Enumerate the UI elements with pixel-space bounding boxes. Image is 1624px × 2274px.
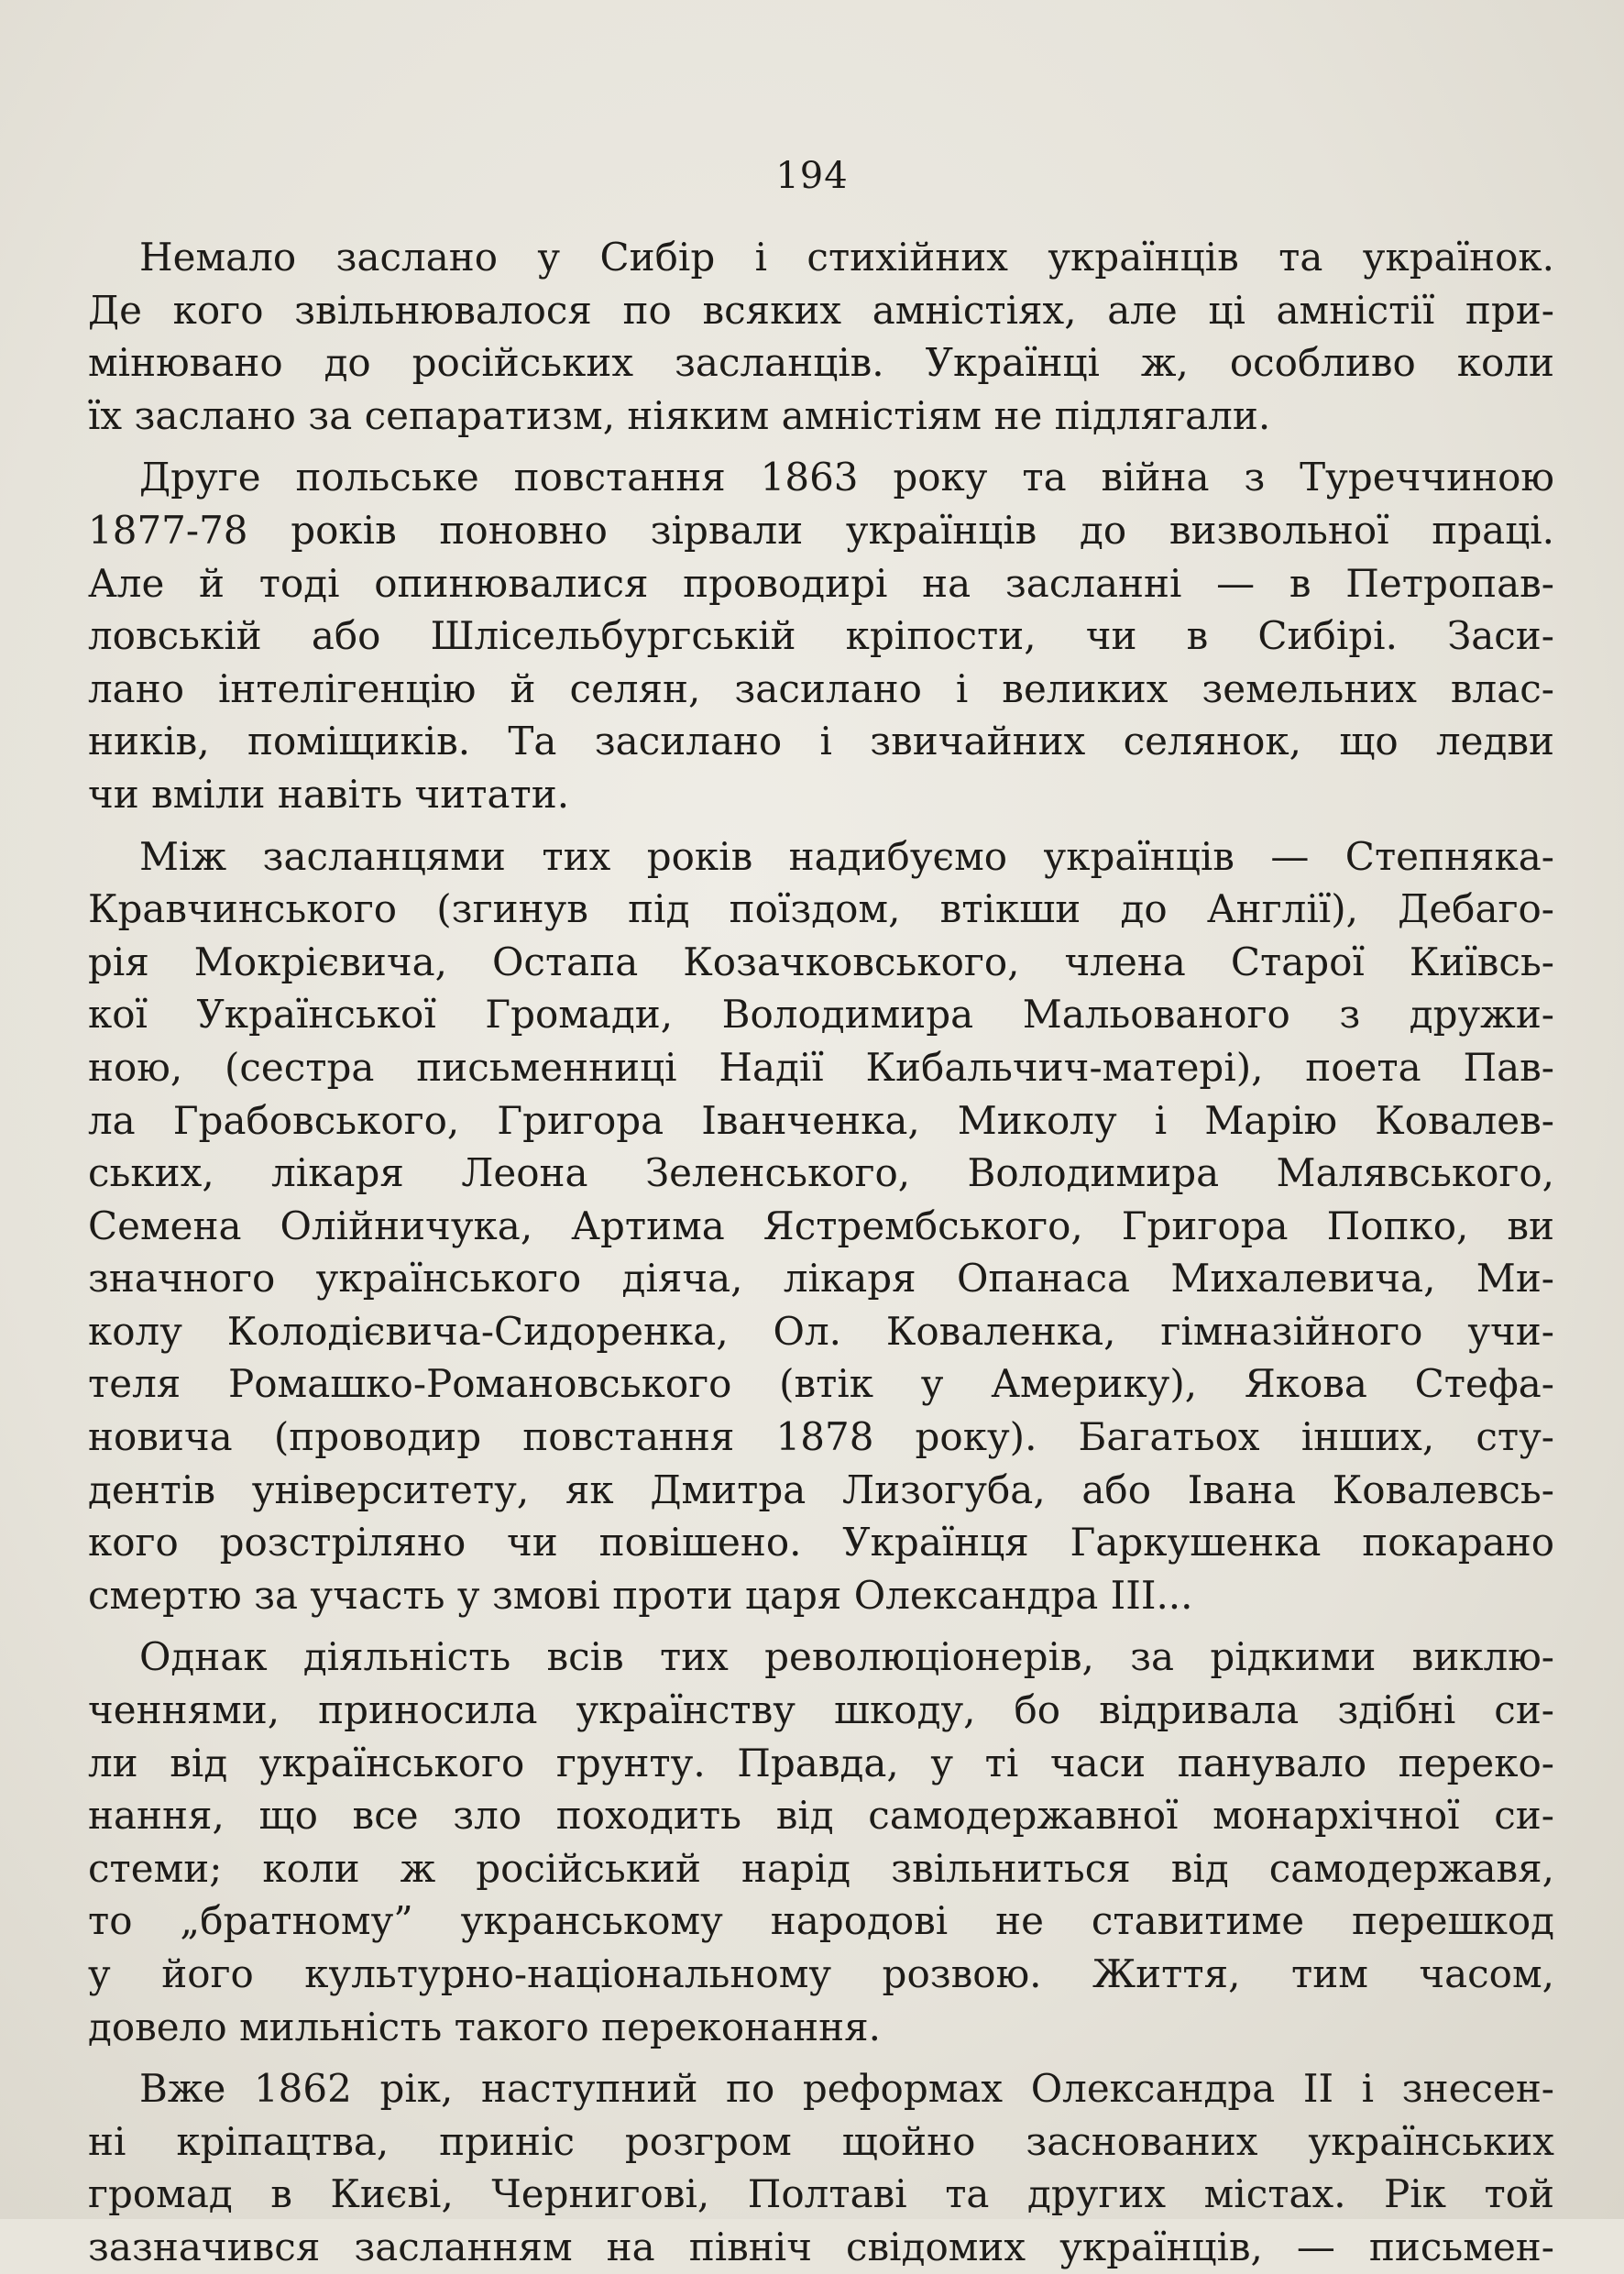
text-line: Однак діяльність всів тих революціонерів, за рідкими виклю- <box>139 1634 1554 1680</box>
text-line: кого розстріляно чи повішено. Українця Гаркушенка покарано <box>88 1520 1554 1565</box>
paragraph-5 <box>88 2062 1554 2273</box>
text-line: Між засланцями тих років надибуємо українців — Степняка- <box>139 833 1554 879</box>
text-line: дентів університету, як Дмитра Лизогуба, або Івана Ковалевсь- <box>88 1467 1554 1512</box>
text-line: новича (проводир повстання 1878 року). Багатьох інших, сту- <box>88 1414 1554 1460</box>
text-line: у його культурно-національному розвою. Життя, тим часом, <box>88 1951 1554 1996</box>
text-line: зазначився засланням на північ свідомих українців, — письмен- <box>88 2224 1554 2269</box>
text-line: Семена Олійничука, Артима Ястрембського, Григора Попко, ви <box>88 1203 1554 1248</box>
text-line: ли від українського грунту. Правда, у ті часи панувало переко- <box>88 1740 1554 1785</box>
text-line: рія Мокрієвича, Остапа Козачковського, члена Старої Київсь- <box>88 939 1554 984</box>
text-line: ною, (сестра письменниці Надії Кибальчич-матері), поета Пав- <box>88 1044 1554 1090</box>
text-line: теля Ромашко-Романовського (втік у Америку), Якова Стефа- <box>88 1361 1554 1407</box>
text-line: ла Грабовського, Григора Іванченка, Миколу і Марію Ковалев- <box>88 1097 1554 1143</box>
paragraph-3 <box>88 830 1554 1622</box>
paragraph-2 <box>88 451 1554 820</box>
text-line: 1877-78 років поновно зірвали українців до визвольної праці. <box>88 507 1554 553</box>
text-line: Кравчинського (згинув під поїздом, втікши до Англії), Дебаго- <box>88 886 1554 932</box>
text-line: їх заслано за сепаратизм, ніяким амністіям не підлягали. <box>88 392 1271 438</box>
text-line: колу Колодієвича-Сидоренка, Ол. Коваленка, гімназійного учи- <box>88 1308 1554 1354</box>
text-line: нання, що все зло походить від самодержавної монархічної си- <box>88 1793 1554 1839</box>
text-line: чи вміли навіть читати. <box>88 771 570 817</box>
text-line: ловській або Шлісельбургській кріпости, чи в Сибірі. Заси- <box>88 613 1554 659</box>
page-number: 194 <box>775 155 849 197</box>
text-line: ні кріпацтва, приніс розгром щойно заснованих українських <box>88 2118 1554 2164</box>
text-line: мінювано до російських засланців. Українці ж, особливо коли <box>88 340 1554 386</box>
text-line: громад в Києві, Чернигові, Полтаві та других містах. Рік той <box>88 2171 1554 2217</box>
text-line: то „братному” укранському народові не ставитиме перешкод <box>88 1898 1554 1944</box>
text-line: Де кого звільнювалося по всяких амністіях, але ці амністії при- <box>88 287 1554 333</box>
text-line: ських, лікаря Леона Зеленського, Володимира Малявського, <box>88 1150 1554 1196</box>
paragraph-4 <box>88 1631 1554 2053</box>
text-line: смертю за участь у змові проти царя Олександра III... <box>88 1572 1193 1618</box>
text-line: стеми; коли ж російський нарід звільниться від самодержавя, <box>88 1845 1554 1891</box>
text-line: Але й тоді опинювалися проводирі на засланні — в Петропав- <box>88 560 1554 606</box>
body-text <box>88 231 1554 2274</box>
text-line: Друге польське повстання 1863 року та війна з Туреччиною <box>139 455 1554 500</box>
text-line: лано інтелігенцію й селян, засилано і великих земельних влас- <box>88 665 1554 711</box>
text-line: ченнями, приносила українству шкоду, бо відривала здібні си- <box>88 1687 1554 1733</box>
text-line: Немало заслано у Сибір і стихійних українців та українок. <box>139 235 1554 280</box>
text-line: значного українського діяча, лікаря Опанаса Михалевича, Ми- <box>88 1256 1554 1302</box>
text-line: кої Української Громади, Володимира Мальованого з дружи- <box>88 992 1554 1038</box>
paragraph-1 <box>88 231 1554 442</box>
text-line: довело мильність такого переконання. <box>88 2004 882 2049</box>
text-line: ників, поміщиків. Та засилано і звичайних селянок, що ледви <box>88 719 1554 764</box>
text-line: Вже 1862 рік, наступний по реформах Олександра II і знесен- <box>139 2066 1554 2112</box>
